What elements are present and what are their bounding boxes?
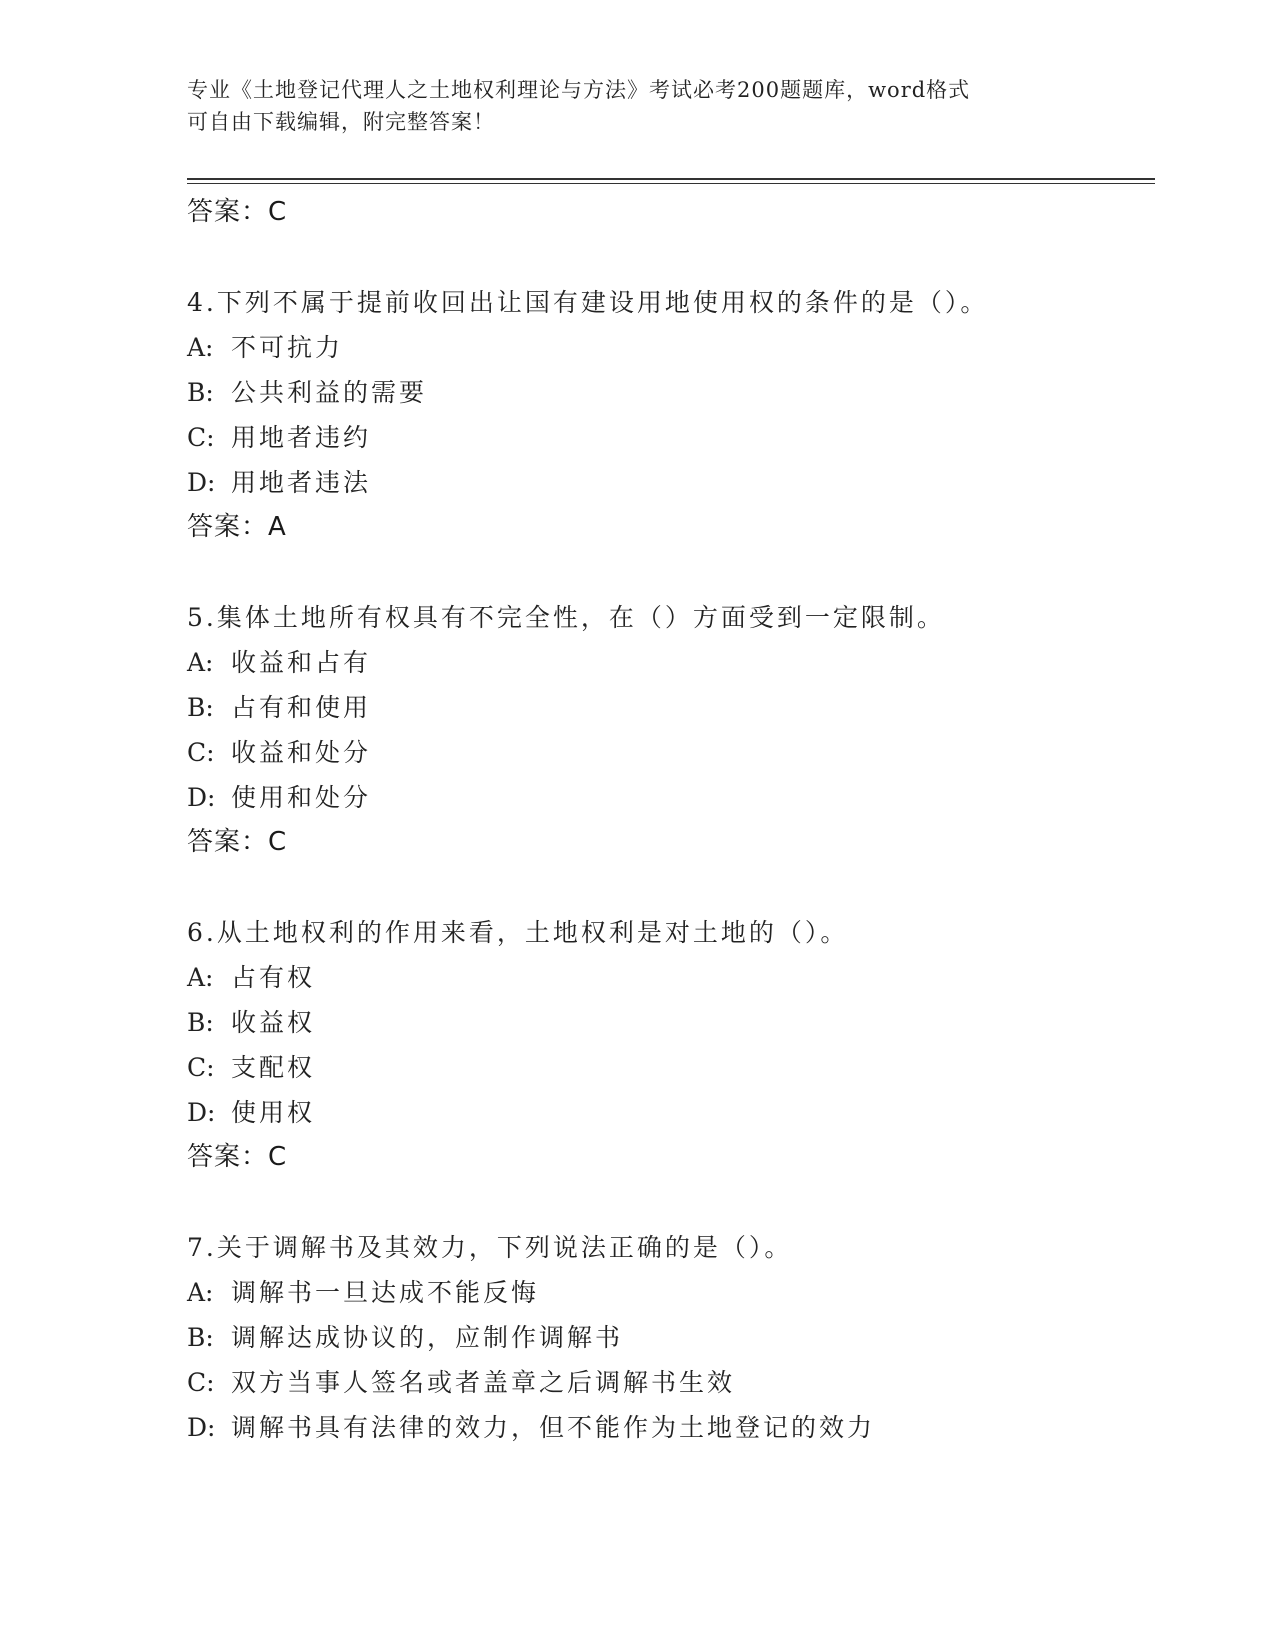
option-text: 占有和使用 [231,693,372,722]
question-text: 4.下列不属于提前收回出让国有建设用地使用权的条件的是（）。 [187,288,989,317]
option-letter: C: [187,1368,215,1397]
option-a [187,955,1147,1000]
option-letter: B: [187,1008,214,1037]
option-text: 收益和占有 [231,648,372,677]
option-d [187,1405,1147,1450]
option-letter: D: [187,1413,216,1442]
answer-value: A [268,512,287,542]
option-letter: D: [187,783,216,812]
option-b [187,685,1147,730]
option-text: 占有权 [231,963,316,992]
option-b [187,1000,1147,1045]
option-letter: A: [187,1278,214,1307]
question-item [187,1225,1147,1450]
option-c [187,1045,1147,1090]
page-header [187,74,1087,138]
answer-line [187,505,1147,550]
option-c [187,415,1147,460]
option-text: 使用和处分 [231,783,372,812]
answer-value: C [268,197,288,227]
option-b [187,1315,1147,1360]
question-text: 7.关于调解书及其效力，下列说法正确的是（）。 [187,1233,793,1262]
option-text: 公共利益的需要 [231,378,428,407]
option-a [187,1270,1147,1315]
option-letter: A: [187,333,214,362]
option-letter: A: [187,648,214,677]
option-letter: B: [187,1323,214,1352]
answer-label: 答案： [187,827,269,857]
answer-label: 答案： [187,197,269,227]
option-text: 调解达成协议的，应制作调解书 [231,1323,624,1352]
header-divider-thin [187,183,1155,184]
question-text: 5.集体土地所有权具有不完全性，在（）方面受到一定限制。 [187,603,945,632]
answer-line [187,190,1147,235]
header-divider-thick [187,178,1155,180]
question-item [187,910,1147,1180]
option-letter: A: [187,963,214,992]
option-text: 支配权 [231,1053,316,1082]
option-letter: C: [187,738,215,767]
option-text: 用地者违法 [231,468,372,497]
option-text: 双方当事人签名或者盖章之后调解书生效 [231,1368,736,1397]
option-a [187,325,1147,370]
answer-line [187,1135,1147,1180]
option-c [187,730,1147,775]
header-line-2: 可自由下载编辑，附完整答案！ [187,110,495,134]
option-text: 收益和处分 [231,738,372,767]
option-text: 用地者违约 [231,423,372,452]
option-letter: C: [187,1053,215,1082]
option-letter: B: [187,378,214,407]
question-list [187,190,1147,1450]
option-d [187,1090,1147,1135]
option-text: 使用权 [231,1098,316,1127]
answer-value: C [268,827,288,857]
option-letter: D: [187,468,216,497]
option-c [187,1360,1147,1405]
answer-line [187,820,1147,865]
answer-value: C [268,1142,288,1172]
option-d [187,460,1147,505]
option-letter: C: [187,423,215,452]
question-text: 6.从土地权利的作用来看，土地权利是对土地的（）。 [187,918,849,947]
option-a [187,640,1147,685]
option-letter: D: [187,1098,216,1127]
option-b [187,370,1147,415]
header-line-1: 专业《土地登记代理人之土地权利理论与方法》考试必考200题题库，word格式 [187,78,971,102]
option-text: 调解书具有法律的效力，但不能作为土地登记的效力 [231,1413,876,1442]
option-text: 收益权 [231,1008,316,1037]
answer-label: 答案： [187,512,269,542]
option-text: 调解书一旦达成不能反悔 [231,1278,540,1307]
option-letter: B: [187,693,214,722]
option-text: 不可抗力 [231,333,344,362]
question-item [187,595,1147,865]
answer-label: 答案： [187,1142,269,1172]
option-d [187,775,1147,820]
question-item [187,280,1147,550]
